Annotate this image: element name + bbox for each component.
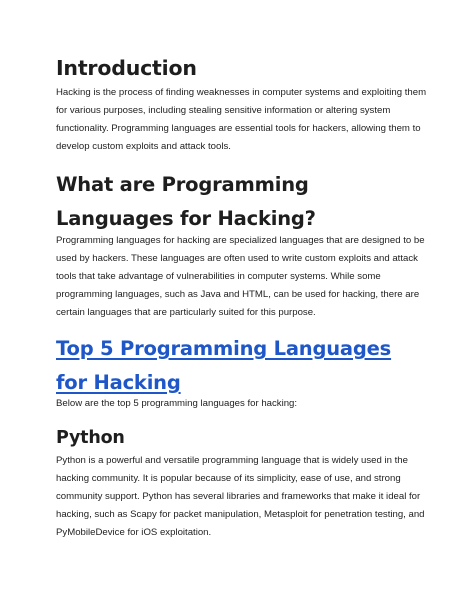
- python-heading: Python: [56, 428, 125, 448]
- python-paragraph: Python is a powerful and versatile programming language that is widely used in the hacking community. It is popular because of its simplicity, ease of use, and strong community support. Python has several libraries and frameworks that make it ideal for hacking, such as Scapy for packet manipulation, Metasploit for penetration testing, and PyMobileDevice for iOS exploitation.: [56, 455, 425, 538]
- top5-heading-text[interactable]: Top 5 Programming Languages for Hacking: [56, 337, 392, 394]
- what-are-heading: What are Programming Languages for Hacking?: [56, 173, 316, 230]
- intro-heading: Introduction: [56, 56, 197, 80]
- top5-paragraph: Below are the top 5 programming languages for hacking:: [56, 398, 298, 409]
- what-are-paragraph: Programming languages for hacking are specialized languages that are designed to be used by hackers. These languages are often used to write custom exploits and attack tools that take advantage of vulnerabilities in computer systems. While some programming languages, such as Java and HTML, can be used for hacking, there are certain languages that are particularly suited for this purpose.: [56, 235, 425, 318]
- top5-heading-link[interactable]: [56, 332, 428, 400]
- intro-paragraph: Hacking is the process of finding weaknesses in computer systems and exploiting them for various purposes, including stealing sensitive information or altering system functionality. Programming languages are essential tools for hackers, allowing them to develop custom exploits and attack tools.: [56, 87, 427, 152]
